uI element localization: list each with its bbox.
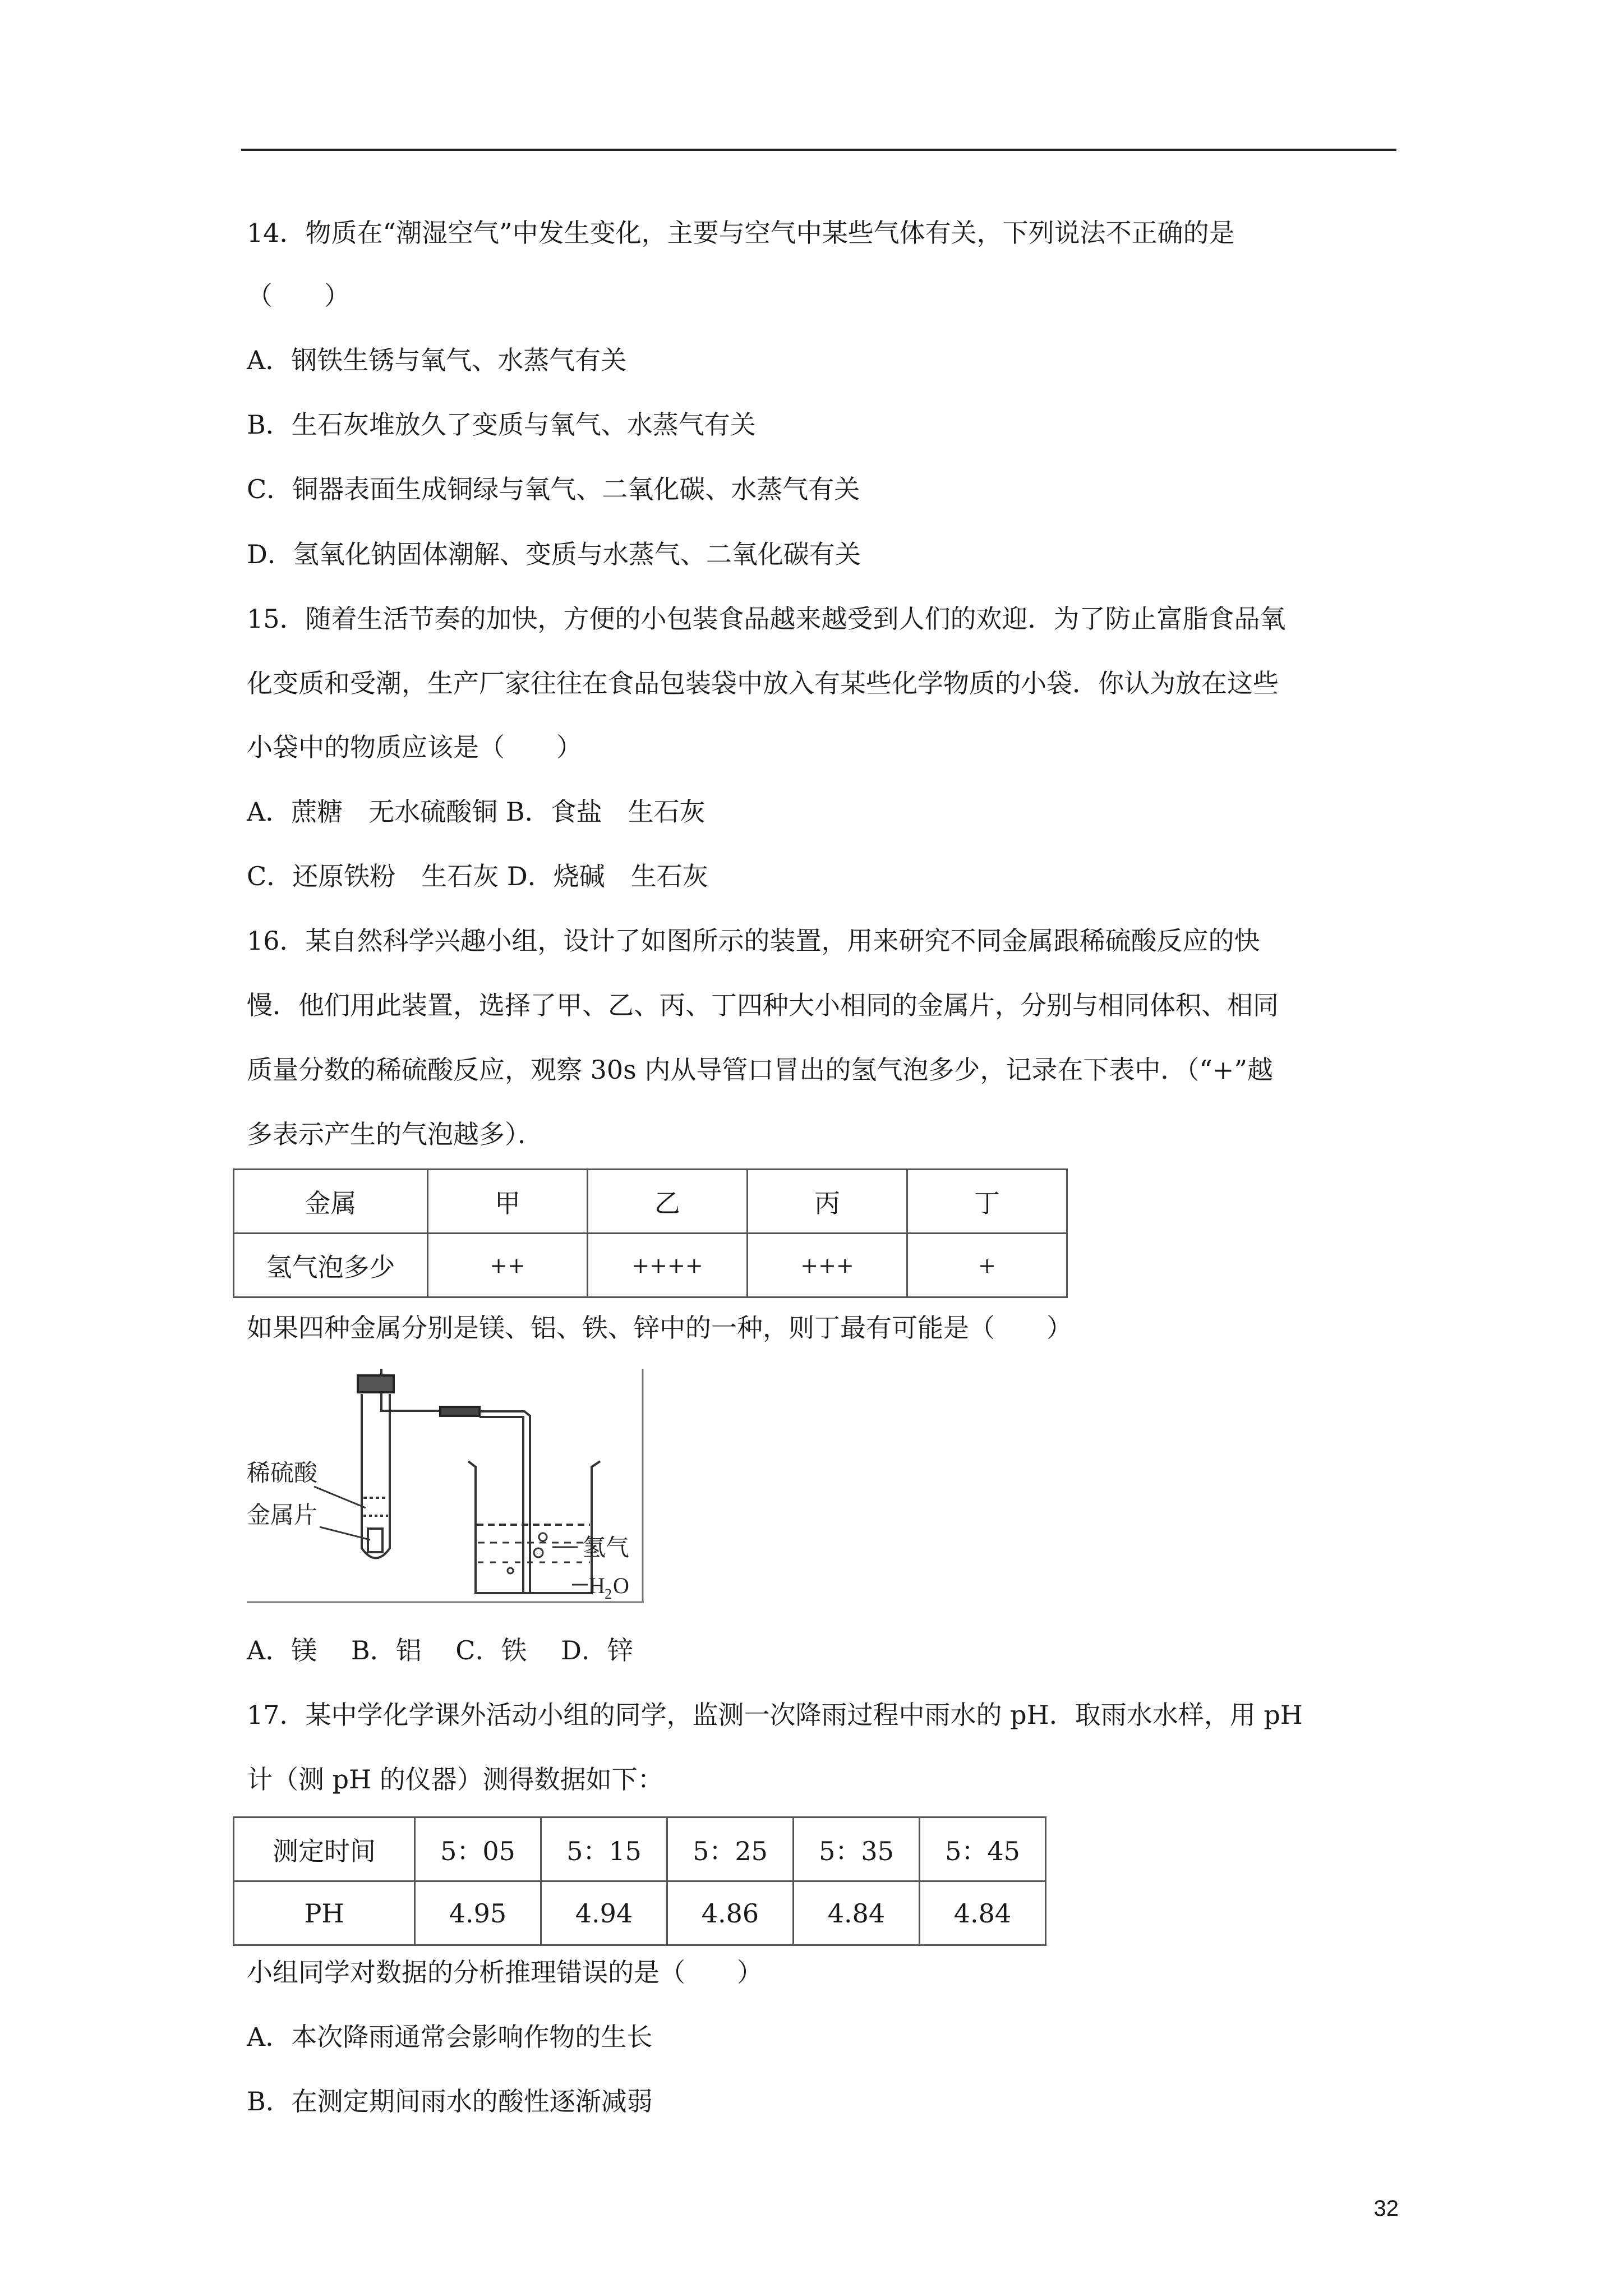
ph-table [233,1816,1046,1946]
table-row [234,1881,1046,1945]
water-formula-sub: 2 [605,1586,612,1602]
q15-line-1: 15．随着生活节奏的加快，方便的小包装食品越来越受到人们的欢迎．为了防止富脂食品氧 [247,604,1286,634]
bubble-icon [539,1533,547,1541]
acid-label: 稀硫酸 [247,1460,318,1486]
q17-line-1: 17．某中学化学课外活动小组的同学，监测一次降雨过程中雨水的 pH．取雨水水样，用 pH [247,1700,1303,1730]
table-cell: +++ [748,1234,907,1297]
q16-options: A．镁 B．铝 C．铁 D．锌 [247,1635,633,1665]
q16-question: 如果四种金属分别是镁、铝、铁、锌中的一种，则丁最有可能是（ ） [247,1313,1072,1343]
table-cell: ++++ [588,1234,748,1297]
q14-blank: （ ） [247,280,350,311]
bubble-icon [508,1568,513,1573]
q14-option-d: D．氢氧化钠固体潮解、变质与水蒸气、二氧化碳有关 [247,539,861,569]
q14-option-a: A．钢铁生锈与氧气、水蒸气有关 [247,345,627,375]
q14-stem: 14．物质在“潮湿空气”中发生变化，主要与空气中某些气体有关，下列说法不正确的是 [247,218,1235,248]
table-cell: 4.84 [920,1881,1046,1945]
table-cell: 5：25 [667,1818,794,1881]
table-cell: 甲 [428,1170,588,1234]
q16-line-2: 慢．他们用此装置，选择了甲、乙、丙、丁四种大小相同的金属片，分别与相同体积、相同 [247,990,1279,1020]
table-row [234,1234,1067,1297]
q17-option-b: B．在测定期间雨水的酸性逐渐减弱 [247,2086,653,2116]
q16-line-3: 质量分数的稀硫酸反应，观察 30s 内从导管口冒出的氢气泡多少，记录在下表中．（“+”越 [247,1055,1273,1085]
q14-option-b: B．生石灰堆放久了变质与氧气、水蒸气有关 [247,409,756,440]
metal-label: 金属片 [247,1502,318,1528]
acid-leader-line [314,1487,366,1508]
table-cell: PH [234,1881,415,1945]
q17-question: 小组同学对数据的分析推理错误的是（ ） [247,1957,763,1987]
table-cell: 5：35 [794,1818,920,1881]
table-cell: 乙 [588,1170,748,1234]
q15-line-3: 小袋中的物质应该是（ ） [247,732,582,762]
beaker-icon [468,1461,600,1593]
table-cell: 4.95 [415,1881,541,1945]
q17-line-2: 计（测 pH 的仪器）测得数据如下： [247,1764,663,1795]
table-cell: 5：45 [920,1818,1046,1881]
metal-bubbles-table [233,1168,1068,1298]
table-cell: 4.86 [667,1881,794,1945]
water-formula-o: O [613,1573,629,1598]
water-formula [589,1573,629,1602]
table-cell: 4.84 [794,1881,920,1945]
q15-line-2: 化变质和受潮，生产厂家往往在食品包装袋中放入有某些化学物质的小袋．你认为放在这些 [247,668,1279,698]
table-cell: 5：05 [415,1818,541,1881]
q17-option-a: A．本次降雨通常会影响作物的生长 [247,2022,653,2052]
table-cell: + [907,1234,1067,1297]
q15-options-cd: C．还原铁粉 生石灰 D．烧碱 生石灰 [247,861,708,891]
table-header-row [234,1818,1046,1881]
gas-label: 氢气 [582,1534,630,1561]
water-formula-h: H [589,1573,605,1598]
metal-strip-icon [368,1529,382,1552]
table-cell: 氢气泡多少 [234,1234,428,1297]
table-cell: 测定时间 [234,1818,415,1881]
q15-options-ab: A．蔗糖 无水硫酸铜 B．食盐 生石灰 [247,797,706,827]
table-cell: 金属 [234,1170,428,1234]
rubber-connector-icon [440,1407,479,1416]
q16-line-1: 16．某自然科学兴趣小组，设计了如图所示的装置，用来研究不同金属跟稀硫酸反应的快 [247,926,1260,956]
q16-line-4: 多表示产生的气泡越多）． [247,1119,543,1149]
apparatus-figure [247,1369,645,1604]
bubble-icon [534,1548,543,1557]
page-number: 32 [1373,2196,1399,2221]
table-cell: ++ [428,1234,588,1297]
table-header-row [234,1170,1067,1234]
table-cell: 丁 [907,1170,1067,1234]
table-cell: 丙 [748,1170,907,1234]
table-cell: 5：15 [541,1818,667,1881]
delivery-tube-inner-icon [479,1417,523,1593]
header-rule [241,149,1396,151]
q14-option-c: C．铜器表面生成铜绿与氧气、二氧化碳、水蒸气有关 [247,474,860,504]
stopper-icon [358,1375,394,1392]
table-cell: 4.94 [541,1881,667,1945]
